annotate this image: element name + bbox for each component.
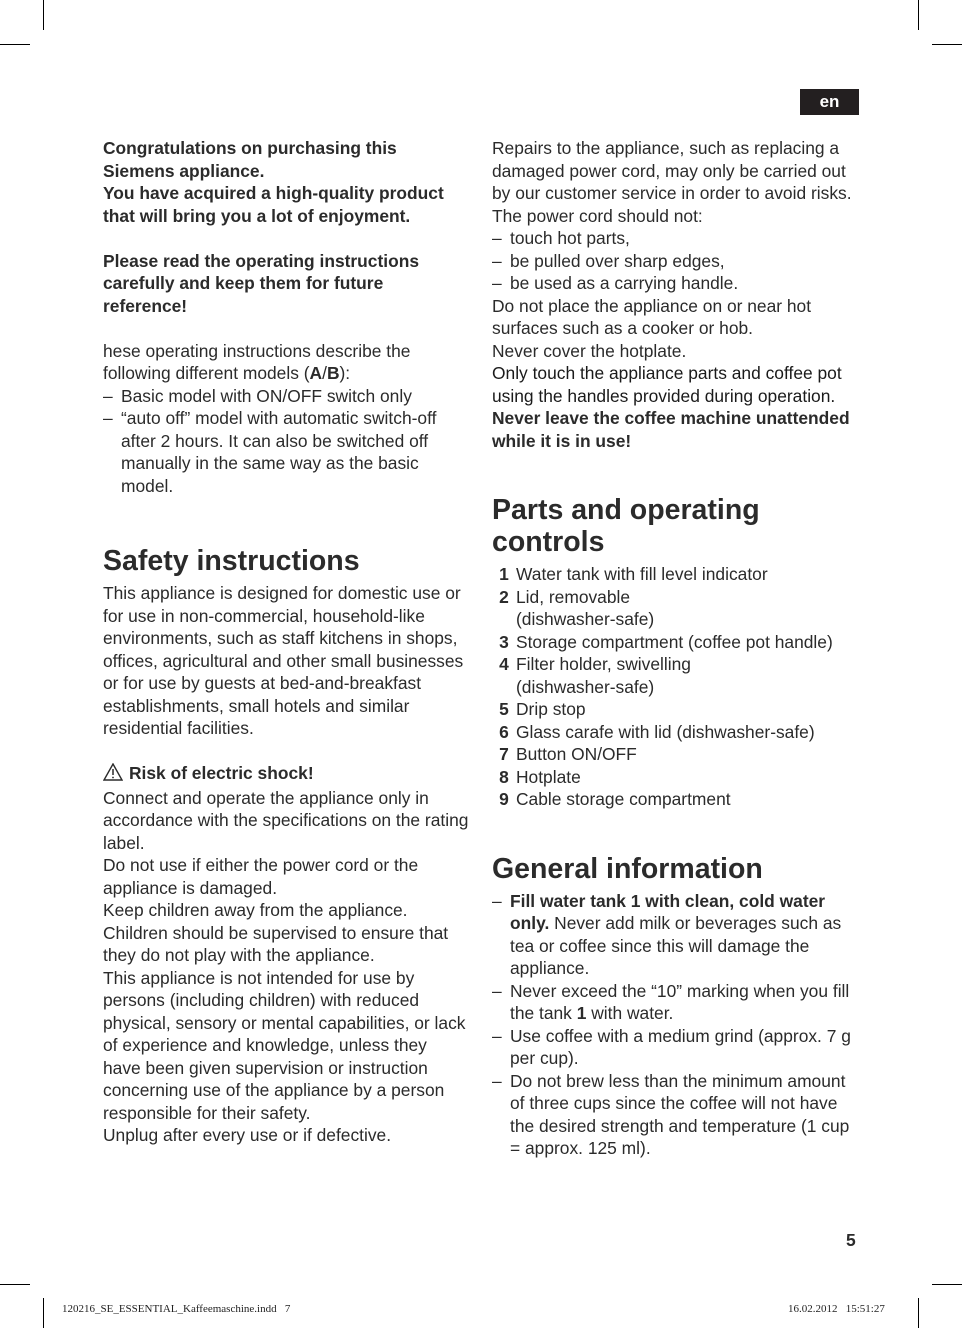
intro-congrats: Congratulations on purchasing this Siemens appliance. [103,138,397,181]
language-tab: en [800,89,859,115]
repairs-text: Repairs to the appliance, such as replacing a damaged power cord, may only be carried out by our customer service in order to avoid risks. [492,138,852,203]
part-item: 4 Filter holder, swivelling (dishwasher-safe) [499,654,691,697]
crop-mark [918,1298,919,1328]
warning-line: This appliance is not intended for use by persons (including children) with reduced physical, sensory or mental capabilities, or lack of experience and knowledge, unless they have been given supervision or instruction concerning use of the appliance by a person responsible for their safety. [103,967,466,1123]
part-item: 2 Lid, removable (dishwasher-safe) [499,586,655,629]
general-title: General information [492,852,763,885]
crop-mark [0,44,30,45]
page-number: 5 [846,1230,856,1250]
part-item: 1 Water tank with fill level indicator [499,564,768,584]
parts-title: Parts and operating controls [492,494,760,558]
slug-timestamp: 16.02.2012 15:51:27 [788,1303,885,1315]
left-column [103,137,469,1147]
placement-text: Do not place the appliance on or near hot surfaces such as a cooker or hob. [492,295,812,338]
warning-line: Unplug after every use or if defective. [103,1125,392,1145]
cord-item: – touch hot parts, [492,228,630,248]
models-intro: hese operating instructions describe the following different models (A/B): [103,340,411,383]
model-item: – Basic model with ON/OFF switch only [103,385,412,406]
slug-filename: 120216_SE_ESSENTIAL_Kaffeemaschine.indd 7 [62,1303,291,1315]
part-item: 8 Hotplate [499,766,581,787]
cord-item: – be used as a carrying handle. [492,273,739,293]
crop-mark [43,1298,44,1328]
handles-text: Only touch the appliance parts and coffee pot using the handles provided during operation. [492,363,842,406]
unattended-warning: Never leave the coffee machine unattended while it is in use! [492,408,850,451]
safety-title: Safety instructions [103,545,360,577]
intro-quality: You have acquired a high-quality product that will bring you a lot of enjoyment. [103,183,444,226]
crop-mark [43,0,44,30]
warning-line: Connect and operate the appliance only in accordance with the specifications on the rating label. [103,787,469,853]
warning-line: Keep children away from the appliance. Children should be supervised to ensure that they do not play with the appliance. [103,900,449,965]
model-item: – “auto off” model with automatic switch-off after 2 hours. It can also be switched off manually in the same way as the basic model. [103,408,437,496]
crop-mark [0,1284,30,1285]
general-item: – Never exceed the “10” marking when you fill the tank 1 with water. [492,980,850,1023]
cord-item: – be pulled over sharp edges, [492,250,725,271]
part-item: 9 Cable storage compartment [499,789,731,809]
part-item: 3 Storage compartment (coffee pot handle) [499,631,833,652]
warning-triangle-icon [103,763,123,787]
crop-mark [932,1284,962,1285]
crop-mark [918,0,919,30]
part-item: 7 Button ON/OFF [499,744,637,764]
read-notice: Please read the operating instructions carefully and keep them for future reference! [103,250,420,316]
safety-intro: This appliance is designed for domestic use or for use in non-commercial, household-like environments, such as staff kitchens in shops, offices, agricultural and other small businesses or for use by guests at bed-and-breakfast establishments, small hotels and similar residential facilities. [103,583,464,738]
part-item: 5 Drip stop [499,699,586,719]
general-item: – Fill water tank 1 with clean, cold water only. Never add milk or beverages such as tea or coffee since this will damage the appliance. [492,890,842,978]
general-item: – Use coffee with a medium grind (approx. 7 g per cup). [492,1025,851,1068]
crop-mark [932,44,962,45]
cord-intro: The power cord should not: [492,205,703,226]
right-column [492,137,862,1160]
cover-text: Never cover the hotplate. [492,340,687,361]
general-item: – Do not brew less than the minimum amount of three cups since the coffee will not have the desired strength and temperature (1 cup = approx. 125 ml). [492,1070,850,1158]
warning-line: Do not use if either the power cord or the appliance is damaged. [103,855,419,898]
warning-heading: Risk of electric shock! [103,762,469,787]
part-item: 6 Glass carafe with lid (dishwasher-safe) [499,721,815,742]
